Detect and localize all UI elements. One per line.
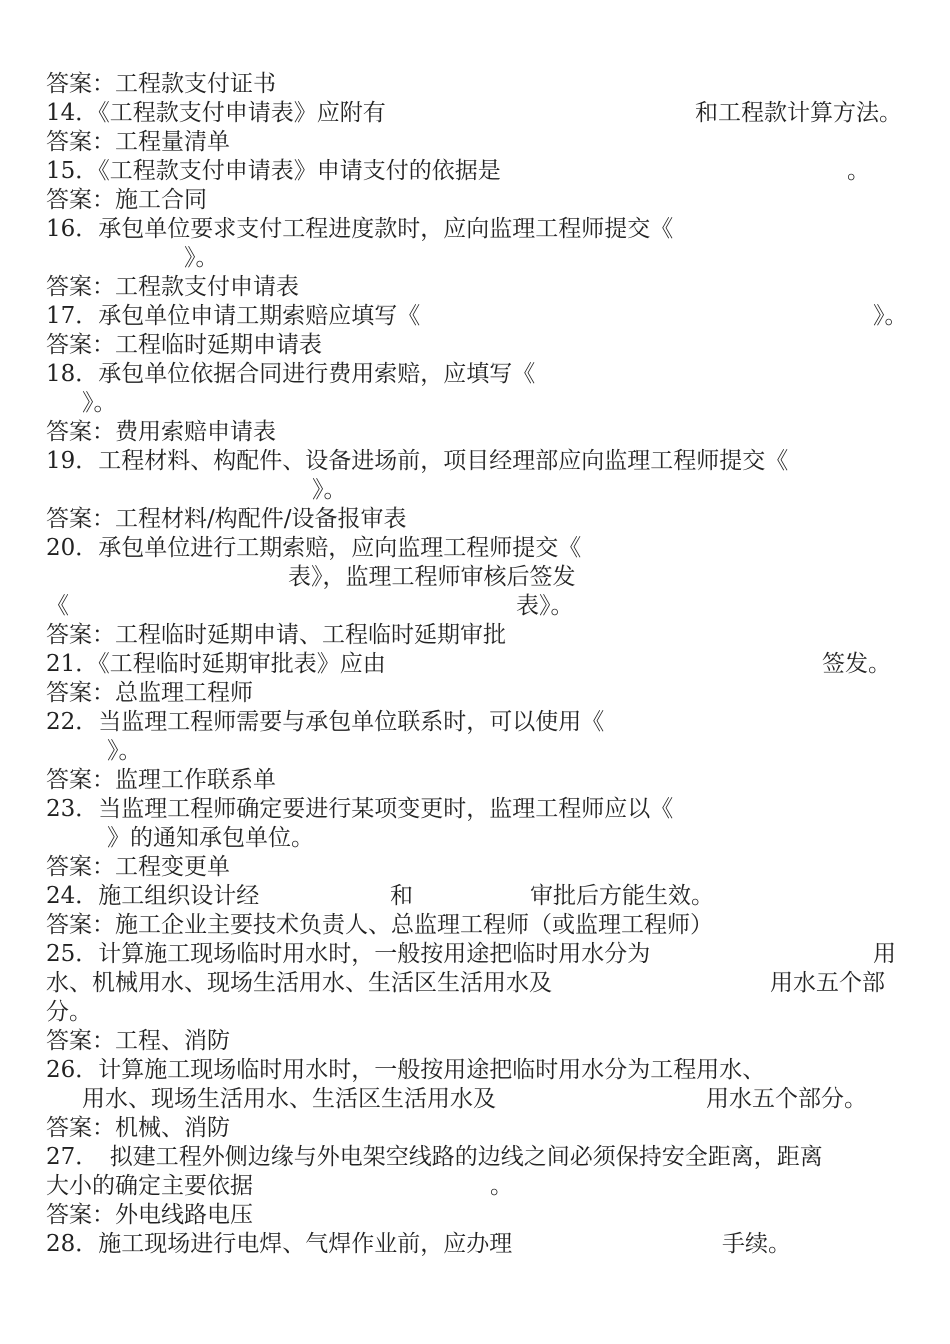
answer-27: 答案：外电线路电压 xyxy=(46,1202,253,1228)
question-23-tail: 》的通知承包单位。 xyxy=(107,825,314,851)
answer-15: 答案：施工合同 xyxy=(46,187,207,213)
question-26: 26．计算施工现场临时用水时，一般按用途把临时用水分为工程用水、 xyxy=(46,1057,766,1083)
question-15: 15．《工程款支付申请表》申请支付的依据是 xyxy=(46,158,501,184)
question-14-tail: 和工程款计算方法。 xyxy=(695,100,902,126)
question-16: 16．承包单位要求支付工程进度款时，应向监理工程师提交《 xyxy=(46,216,674,242)
question-21-tail: 签发。 xyxy=(822,651,891,677)
question-17: 17．承包单位申请工期索赔应填写《 xyxy=(46,303,421,329)
question-17-tail: 》。 xyxy=(873,303,908,329)
question-24: 24．施工组织设计经 xyxy=(46,883,260,909)
question-23: 23．当监理工程师确定要进行某项变更时，监理工程师应以《 xyxy=(46,796,674,822)
question-27-line2: 大小的确定主要依据 xyxy=(46,1173,253,1199)
question-27: 27． 拟建工程外侧边缘与外电架空线路的边线之间必须保持安全距离，距离 xyxy=(46,1144,823,1170)
question-21: 21．《工程临时延期审批表》应由 xyxy=(46,651,386,677)
answer-20: 答案：工程临时延期申请、工程临时延期审批 xyxy=(46,622,506,648)
answer-16: 答案：工程款支付申请表 xyxy=(46,274,299,300)
question-25-line1-end: 用 xyxy=(873,941,896,967)
question-18-tail: 》。 xyxy=(82,390,117,416)
question-28-tail: 手续。 xyxy=(722,1231,791,1257)
answer-26: 答案：机械、消防 xyxy=(46,1115,230,1141)
question-25-line3: 分。 xyxy=(46,999,92,1025)
question-16-tail: 》。 xyxy=(184,245,219,271)
question-26-line2-end: 用水五个部分。 xyxy=(706,1086,867,1112)
question-25-line2-end: 用水五个部 xyxy=(770,970,885,996)
answer-22: 答案：监理工作联系单 xyxy=(46,767,276,793)
question-18: 18．承包单位依据合同进行费用索赔，应填写《 xyxy=(46,361,536,387)
question-19: 19．工程材料、构配件、设备进场前，项目经理部应向监理工程师提交《 xyxy=(46,448,789,474)
question-20: 20．承包单位进行工期索赔，应向监理工程师提交《 xyxy=(46,535,582,561)
question-27-tail: 。 xyxy=(490,1173,513,1199)
answer-25: 答案：工程、消防 xyxy=(46,1028,230,1054)
question-28: 28．施工现场进行电焊、气焊作业前，应办理 xyxy=(46,1231,513,1257)
answer-14: 答案：工程量清单 xyxy=(46,129,230,155)
question-22: 22．当监理工程师需要与承包单位联系时，可以使用《 xyxy=(46,709,605,735)
question-20-line2: 表》，监理工程师审核后签发 xyxy=(288,564,576,590)
answer-23: 答案：工程变更单 xyxy=(46,854,230,880)
question-19-tail: 》。 xyxy=(312,477,347,503)
answer-19: 答案：工程材料/构配件/设备报审表 xyxy=(46,506,407,532)
question-20-line3-end: 表》。 xyxy=(516,593,574,619)
question-24-mid: 和 xyxy=(390,883,413,909)
answer-24: 答案：施工企业主要技术负责人、总监理工程师（或监理工程师） xyxy=(46,912,713,938)
answer-18: 答案：费用索赔申请表 xyxy=(46,419,276,445)
question-15-tail: 。 xyxy=(847,158,870,184)
question-20-line3-start: 《 xyxy=(46,593,69,619)
question-25-line2: 水、机械用水、现场生活用水、生活区生活用水及 xyxy=(46,970,552,996)
question-26-line2: 用水、现场生活用水、生活区生活用水及 xyxy=(82,1086,496,1112)
question-24-tail: 审批后方能生效。 xyxy=(530,883,714,909)
question-25: 25．计算施工现场临时用水时，一般按用途把临时用水分为 xyxy=(46,941,651,967)
answer-13: 答案：工程款支付证书 xyxy=(46,71,276,97)
question-14: 14．《工程款支付申请表》应附有 xyxy=(46,100,386,126)
question-22-tail: 》。 xyxy=(107,738,142,764)
answer-17: 答案：工程临时延期申请表 xyxy=(46,332,322,358)
answer-21: 答案：总监理工程师 xyxy=(46,680,253,706)
